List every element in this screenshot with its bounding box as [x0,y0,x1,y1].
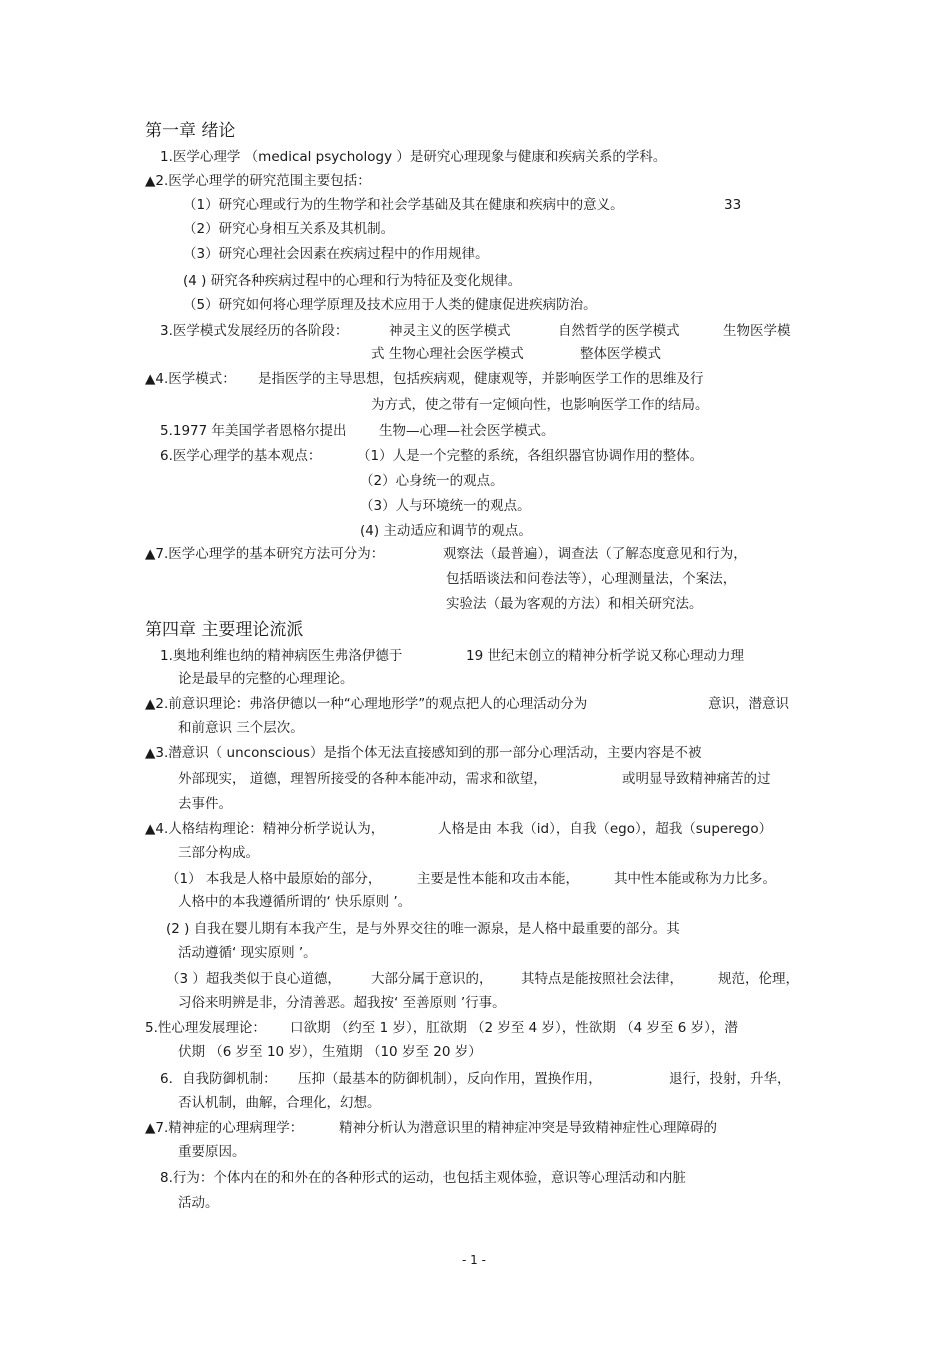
ch4-item-2-b: 意识，潜意识 [708,696,789,712]
ch1-item-5-text: 生物—心理—社会医学模式。 [379,423,555,439]
ch1-item-5-label: 5.1977 年美国学者恩格尔提出 [160,423,347,439]
ch4-item-4-3-e: 习俗来明辨是非，分清善恶。超我按‘ 至善原则 ’行事。 [178,995,506,1011]
ch4-item-7-text-cont: 重要原因。 [178,1144,246,1160]
ch4-item-2-a: ▲2.前意识理论：弗洛伊德以一种“心理地形学”的观点把人的心理活动分为 [145,696,588,712]
ch1-item-2-3: （3）研究心理社会因素在疾病过程中的作用规律。 [183,246,489,262]
ch4-item-4-3-b: 大部分属于意识的， [371,971,493,987]
ch4-item-4-3-a: （3 ）超我类似于良心道德， [166,971,341,987]
ch1-item-4-text-cont: 为方式，使之带有一定倾向性，也影响医学工作的结局。 [371,397,709,413]
ch4-item-4-3-c: 其特点是能按照社会法律， [521,971,683,987]
ch1-item-2-4: (4 ) 研究各种疾病过程中的心理和行为特征及变化规律。 [183,273,522,289]
ch1-item-3-label: 3.医学模式发展经历的各阶段： [160,323,349,339]
ch4-item-4-b: 人格是由 本我（id），自我（ego），超我（superego） [438,821,773,837]
ch4-item-6-label: 6．自我防御机制： [160,1071,277,1087]
ch1-item-4-label: ▲4.医学模式： [145,371,236,387]
ch4-item-5-text-cont: 伏期 （6 岁至 10 岁），生殖期 （10 岁至 20 岁） [178,1044,482,1060]
ch4-item-6-text: 压抑（最基本的防御机制），反向作用，置换作用， [298,1071,602,1087]
ch1-item-7-text-cont-2: 实验法（最为客观的方法）和相关研究法。 [446,596,703,612]
ch1-item-4-text: 是指医学的主导思想，包括疾病观，健康观等，并影响医学工作的思维及行 [258,371,704,387]
ch4-item-4-1-c: 其中性本能或称为力比多。 [614,871,776,887]
ch1-item-6-label: 6.医学心理学的基本观点： [160,448,322,464]
ch4-item-1-b: 19 世纪末创立的精神分析学说又称心理动力理 [466,648,744,664]
ch4-item-5-text: 口欲期 （约至 1 岁），肛欲期 （2 岁至 4 岁），性欲期 （4 岁至 6 岁），潜 [290,1020,738,1036]
ch1-item-2-5: （5）研究如何将心理学原理及技术应用于人类的健康促进疾病防治。 [183,297,597,313]
ch1-item-2-1: （1）研究心理或行为的生物学和社会学基础及其在健康和疾病中的意义。 [183,197,624,213]
chapter-4-title: 第四章 主要理论流派 [145,620,304,640]
ch1-item-3-stage-2: 自然哲学的医学模式 [558,323,680,339]
ch4-item-1-c: 论是最早的完整的心理理论。 [178,671,354,687]
ch4-item-4-1-a: （1） 本我是人格中最原始的部分， [166,871,382,887]
ch4-item-8-cont: 活动。 [178,1195,219,1211]
ch4-item-7-label: ▲7.精神症的心理病理学： [145,1120,304,1136]
ch4-item-5-label: 5.性心理发展理论： [145,1020,266,1036]
ch1-item-2-1-number: 33 [724,197,742,213]
ch4-item-4-a: ▲4.人格结构理论：精神分析学说认为， [145,821,385,837]
ch1-item-7-text: 观察法（最普遍），调查法（了解态度意见和行为， [443,546,747,562]
ch1-item-7-label: ▲7.医学心理学的基本研究方法可分为： [145,546,385,562]
ch4-item-2-c: 和前意识 三个层次。 [178,720,304,736]
ch1-item-1: 1.医学心理学 （medical psychology ）是研究心理现象与健康和疾病关系的学科。 [160,149,667,165]
ch4-item-3-b: 外部现实， 道德，理智所接受的各种本能冲动，需求和欲望， [178,771,547,787]
ch1-item-6-4: (4) 主动适应和调节的观点。 [360,523,532,539]
ch1-item-6-1: （1）人是一个完整的系统，各组织器官协调作用的整体。 [357,448,704,464]
ch4-item-7-text: 精神分析认为潜意识里的精神症冲突是导致精神症性心理障碍的 [339,1120,717,1136]
ch1-item-6-3: （3）人与环境统一的观点。 [360,498,531,514]
chapter-1-title: 第一章 绪论 [145,121,236,141]
ch1-item-6-2: （2）心身统一的观点。 [360,473,504,489]
ch4-item-4-2-a: (2 ) 自我在婴儿期有本我产生，是与外界交往的唯一源泉，是人格中最重要的部分。其 [166,921,680,937]
ch1-item-2-2: （2）研究心身相互关系及其机制。 [183,221,395,237]
ch4-item-3-a: ▲3.潜意识（ unconscious）是指个体无法直接感知到的那一部分心理活动，主要内容是不被 [145,745,702,761]
ch4-item-4-2-b: 活动遵循‘ 现实原则 ’。 [178,945,317,961]
ch4-item-4-3-d: 规范，伦理， [718,971,799,987]
ch4-item-3-c: 或明显导致精神痛苦的过 [622,771,771,787]
ch4-item-4-c: 三部分构成。 [178,845,259,861]
ch1-item-2: ▲2.医学心理学的研究范围主要包括： [145,173,371,189]
ch1-item-3-stage-5: 整体医学模式 [580,346,661,362]
ch4-item-8: 8.行为：个体内在的和外在的各种形式的运动，也包括主观体验，意识等心理活动和内脏 [160,1170,686,1186]
ch4-item-6-text-b: 退行，投射，升华， [669,1071,791,1087]
ch4-item-1-a: 1.奥地利维也纳的精神病医生弗洛伊德于 [160,648,403,664]
ch4-item-6-text-cont: 否认机制，曲解，合理化，幻想。 [178,1095,381,1111]
ch1-item-3-stage-1: 神灵主义的医学模式 [389,323,511,339]
ch1-item-3-stage-4: 式 生物心理社会医学模式 [371,346,524,362]
ch4-item-4-1-d: 人格中的本我遵循所谓的‘ 快乐原则 ’。 [178,894,412,910]
ch1-item-7-text-cont-1: 包括晤谈法和问卷法等），心理测量法，个案法， [446,571,737,587]
ch4-item-3-d: 去事件。 [178,796,232,812]
ch4-item-4-1-b: 主要是性本能和攻击本能， [417,871,579,887]
page-number: - 1 - [462,1253,486,1267]
ch1-item-3-stage-3: 生物医学模 [723,323,791,339]
